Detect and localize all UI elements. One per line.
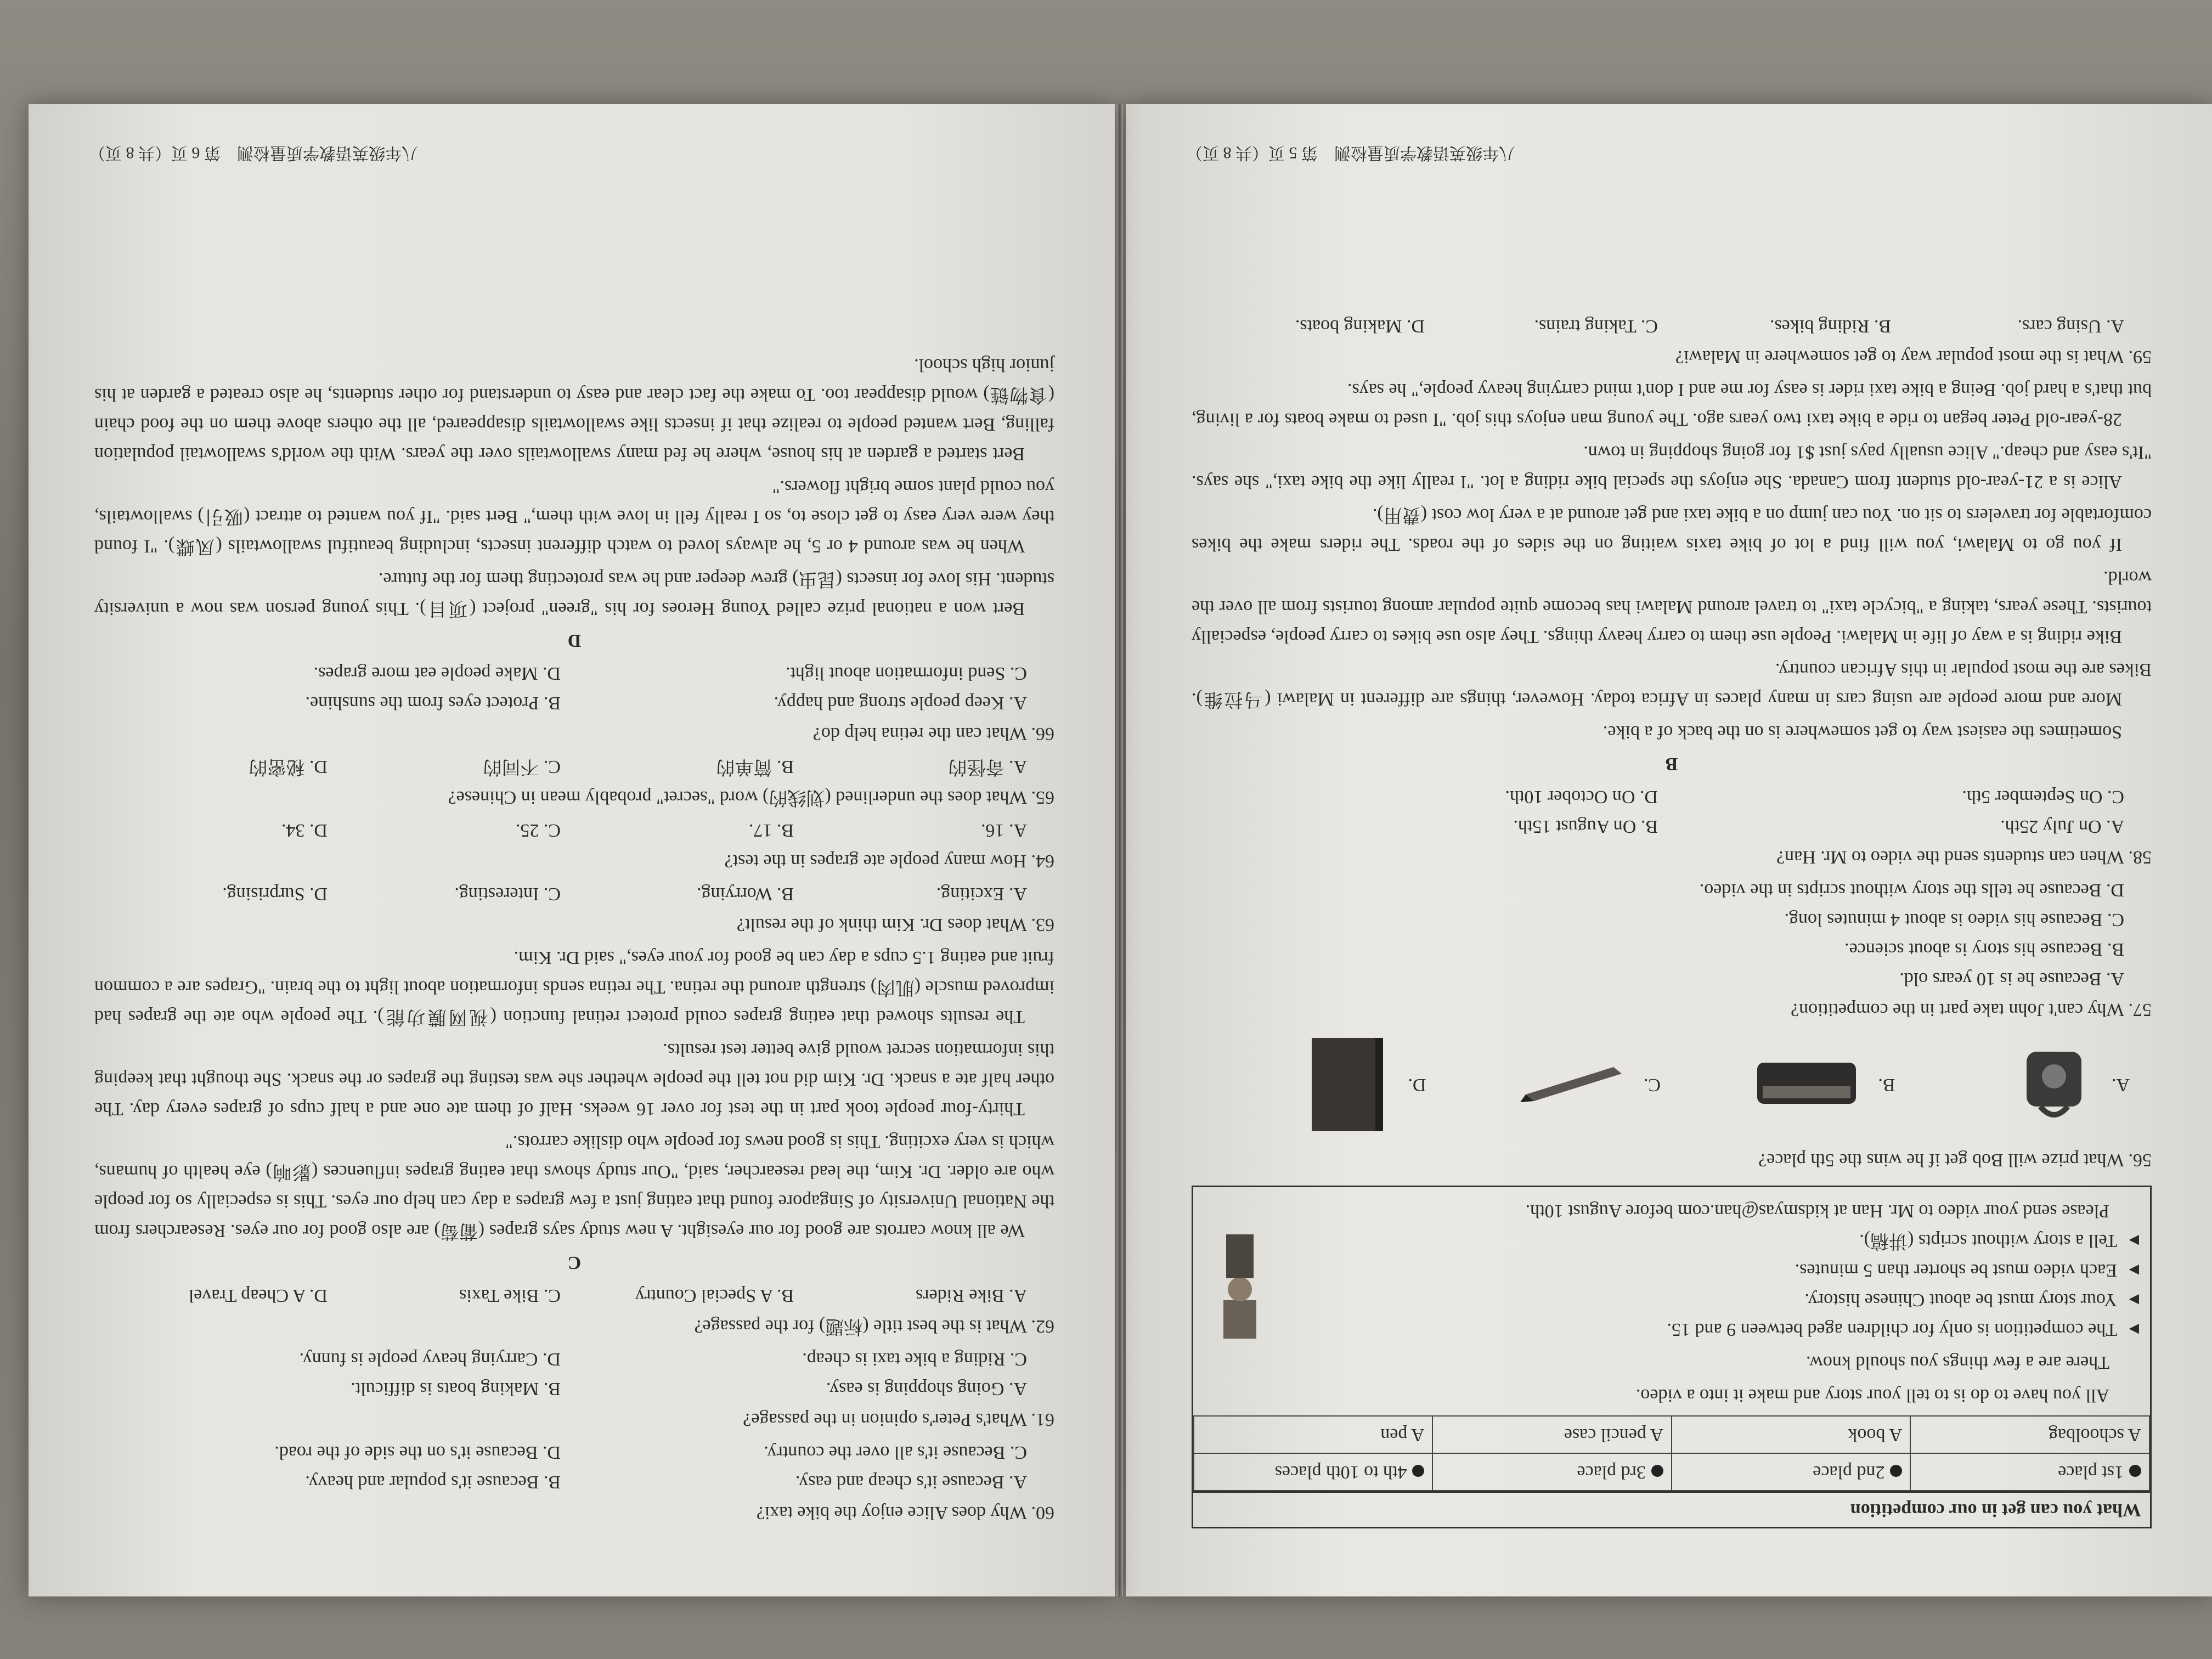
q65-stem: 65. What does the underlined (划线的) word "secret" probably mean in Chinese? <box>448 787 1054 808</box>
passage-c-paragraph: Thirty-four people took part in the test for over 16 weeks. Half of them ate one and a half cups of grapes every day. The other half ate a snack. Dr. Kim did not tell the people whether she was testing the grapes or the snack. She thought that keeping this information secret would give better test results. <box>94 1040 1054 1119</box>
pen-icon <box>1517 1063 1627 1107</box>
page-6 <box>29 104 1115 1596</box>
q63-options <box>94 879 1027 909</box>
q66-option: B. Protect eyes from the sunshine. <box>305 693 561 713</box>
prize-row-places <box>1194 1453 2149 1491</box>
passage-c-paragraph: The results showed that eating grapes could protect retinal function (视网膜功能). The people who ate the grapes had improved muscle (肌肉) strength around the retina. The retina sends information about light to the brain. "Grapes are a common fruit and eating 1.5 cups a day can be good for your eyes," said Dr. Kim. <box>94 947 1054 1027</box>
passage-d-paragraph: Bert started a garden at his house, where he fed many swallowtails over the years. With the world's swallowtail population falling, Bert wanted people to realize that if insects like swallowtails disappeared, all the others above them on the food chain (食物链) would disappear too. To make the fact clear and easy to understand for other students, he also created a garden at his junior high school. <box>94 355 1054 464</box>
prize-table <box>1193 1415 2150 1491</box>
page-5 <box>1126 104 2212 1596</box>
competition-box <box>1192 1186 2152 1528</box>
passage-d-paragraph: When he was around 4 or 5, he always loved to watch different insects, including beautiful swallowtails (凤蝶). "I found they were very easy to get close to, so I really fell in love with them," Bert said. "If you wanted to attract (吸引) swallowtails, you could plant some bright flowers." <box>94 477 1054 556</box>
bullet-icon <box>1413 1465 1425 1477</box>
q57-option: B. Because his story is about science. <box>1844 939 2124 960</box>
box-intro: All you have to do is to tell your story and make it into a video. <box>1635 1385 2109 1406</box>
passage-b-paragraph: Bike riding is a way of life in Malawi. People use them to carry heavy things. They also use bikes to carry people, especially tourists. These years, taking a "bicycle taxi" to travel around Malawi has become quite popular among tourists from all over the world. <box>1192 567 2152 647</box>
prize-place: 2nd place <box>1672 1453 1911 1491</box>
section-d-heading: D <box>567 630 582 651</box>
passage-d-paragraph: Bert won a national prize called Young Heroes for his "green" project (项目). This young person was now a university student. His love for insects (昆虫) grew deeper and he was protecting them for the future. <box>94 569 1054 619</box>
rule-item: ▶ Your story must be about Chinese history. <box>1204 1285 2139 1314</box>
hero-figure-image <box>1210 1229 1270 1344</box>
book-icon <box>1304 1032 1391 1137</box>
q63-option: C. Interesting. <box>454 884 561 904</box>
q60-stem: 60. Why does Alice enjoy the bike taxi? <box>756 1503 1054 1523</box>
q65-option: C. 不同的 <box>483 757 561 777</box>
q64-option: B. 17. <box>748 820 794 840</box>
box-know: There are a few things you should know. <box>1806 1352 2109 1373</box>
passage-b-paragraph: More and more people are using cars in many places in Africa today. However, things are different in Malawi (马拉维). Bikes are the most popular in this African country. <box>1192 659 2152 709</box>
rule-item: ▶ Each video must be shorter than 5 minutes. <box>1204 1255 2139 1285</box>
q58-stem: 58. When can students send the video to Mr. Han? <box>1776 847 2152 867</box>
passage-b-paragraph: Sometimes the easiest way to get somewhere is on the back of a bike. <box>1602 722 2122 742</box>
q58-options <box>1192 782 2124 841</box>
q59-option: C. Taking trains. <box>1534 316 1658 336</box>
q59-option: D. Making boats. <box>1295 316 1425 336</box>
q60-option: B. Because it's popular and heavy. <box>305 1472 561 1492</box>
q57-option: D. Because he tells the story without scripts in the video. <box>1699 880 2124 900</box>
q61-option: A. Going shopping is easy. <box>826 1379 1027 1399</box>
section-b-heading: B <box>1665 754 1678 774</box>
q56-option-d: D. <box>1192 1032 1426 1137</box>
q65-options <box>94 752 1027 781</box>
q63-option: B. Worrying. <box>696 884 794 904</box>
q66-options <box>94 658 1027 718</box>
q65-option: D. 秘密的 <box>249 757 328 777</box>
q58-option: C. On September 5th. <box>1962 787 2124 807</box>
q62-stem: 62. What is the best title (标题) for the passage? <box>694 1316 1054 1336</box>
q66-option: C. Send information about light. <box>785 663 1027 684</box>
q59-options <box>1192 311 2124 341</box>
q63-option: A. Exciting. <box>936 884 1027 904</box>
box-send: Please send your video to Mr. Han at kidsmyas@han.com before August 10th. <box>1525 1201 2109 1221</box>
prize-row-prizes <box>1194 1416 2149 1453</box>
q64-option: D. 34. <box>281 820 328 840</box>
bullet-icon <box>1891 1465 1903 1477</box>
prize-item: A pencil case <box>1433 1416 1672 1453</box>
q60-option: D. Because it's on the side of the road. <box>274 1442 561 1463</box>
q65-option: B. 简单的 <box>716 757 794 777</box>
q62-option: B. A Special Country <box>635 1285 794 1306</box>
page-5-content <box>1192 308 2152 1531</box>
q56-option-a: A. <box>1895 1043 2130 1126</box>
q62-option: A. Bike Riders <box>915 1285 1027 1306</box>
passage-b-paragraph: Alice is a 21-year-old student from Canada. She enjoys the special bike riding a lot. "I really like the bike taxi," she says. "It's easy and cheap." Alice usually pays just $1 for going shopping in town. <box>1192 442 2152 492</box>
passage-b-paragraph: If you go to Malawi, you will find a lot of bike taxis waiting on the sides of the roads. The riders make the bikes comfortable for travelers to sit on. You can jump on a bike taxi and get around at a very low cost (费用). <box>1192 505 2152 555</box>
rule-item: ▶ Tell a story without scripts (讲稿). <box>1204 1226 2139 1255</box>
section-c-heading: C <box>567 1252 582 1273</box>
page-5-footer: 八年级英语教学质量检测 第 5 页（共 8 页） <box>1186 144 1515 162</box>
q65-option: A. 奇怪的 <box>948 757 1027 777</box>
box-body <box>1193 1187 2150 1415</box>
q58-option: B. On August 15th. <box>1513 816 1658 837</box>
q59-option: B. Riding bikes. <box>1769 316 1891 336</box>
q64-option: A. 16. <box>980 820 1027 840</box>
q66-stem: 66. What can the retina help do? <box>812 724 1054 744</box>
q58-option: D. On October 10th. <box>1505 787 1658 807</box>
pencil-case-icon <box>1752 1052 1861 1118</box>
prize-item: A pen <box>1194 1416 1433 1453</box>
bullet-icon <box>1651 1465 1663 1477</box>
page-fold <box>1116 104 1123 1596</box>
q66-option: D. Make people eat more grapes. <box>313 663 561 684</box>
q64-option: C. 25. <box>515 820 561 840</box>
passage-b-paragraph: 28-year-old Peter began to ride a bike taxi two years ago. The young man enjoys this job. "I used to make boats for a living, but that's a hard job. Being a bike taxi rider is easy for me and I don't mind carrying heavy people," he says. <box>1192 380 2152 430</box>
box-title: What you can get in our competition <box>1193 1491 2150 1527</box>
q60-option: C. Because it's all over the country. <box>764 1442 1027 1463</box>
q56-pictures <box>1192 1030 2130 1139</box>
q56-stem: 56. What prize will Bob get if he wins the 5th place? <box>1758 1150 2152 1170</box>
q59-stem: 59. What is the most popular way to get somewhere in Malawi? <box>1675 347 2152 367</box>
prize-place: 1st place <box>1911 1453 2150 1491</box>
q63-option: D. Surprising. <box>222 884 328 904</box>
q59-option: A. Using cars. <box>2017 316 2124 336</box>
prize-item: A book <box>1672 1416 1911 1453</box>
passage-c-paragraph: We all know carrots are good for our eyesight. A new study says grapes (葡萄) are also good for our eyes. Researchers from the National University of Singapore found that eating just a few grapes a day can help our eyes. This is especially so for people who are older. Dr. Kim, the lead researcher, said, "Our study shows that eating grapes influences (影响) eye health of humans, which is very exciting. This is good news for people who dislike carrots." <box>94 1132 1054 1241</box>
q60-option: A. Because it's cheap and easy. <box>795 1472 1027 1492</box>
prize-place: 4th to 10th places <box>1194 1453 1433 1491</box>
q61-options <box>94 1344 1027 1403</box>
q62-option: C. Bike Taxis <box>459 1285 561 1306</box>
q64-options <box>94 815 1027 845</box>
bullet-icon <box>2129 1465 2141 1477</box>
q58-option: A. On July 25th. <box>2000 816 2124 837</box>
q62-options <box>94 1280 1027 1310</box>
q57-stem: 57. Why can't John take part in the competition? <box>1791 1000 2152 1020</box>
q57-options <box>1192 875 2124 994</box>
schoolbag-icon <box>2013 1043 2095 1126</box>
exam-booklet <box>0 104 2212 1596</box>
q61-option: D. Carrying heavy people is funny. <box>299 1349 561 1369</box>
q60-options <box>94 1437 1027 1497</box>
prize-place: 3rd place <box>1433 1453 1672 1491</box>
q56-option-c: C. <box>1426 1063 1661 1107</box>
q64-stem: 64. How many people ate grapes in the test? <box>724 851 1054 871</box>
q61-stem: 61. What's Peter's opinion in the passage? <box>743 1409 1054 1430</box>
q66-option: A. Keep people strong and happy. <box>774 693 1027 713</box>
rule-item: ▶ The competition is only for children aged between 9 and 15. <box>1204 1314 2139 1344</box>
prize-item: A schoolbag <box>1911 1416 2150 1453</box>
q61-option: B. Making boats is difficult. <box>351 1379 561 1399</box>
q57-option: A. Because he is 10 years old. <box>1899 969 2124 989</box>
q56-option-b: B. <box>1661 1052 1895 1118</box>
page-6-content <box>94 347 1054 1531</box>
page-6-footer: 八年级英语教学质量检测 第 6 页（共 8 页） <box>89 144 418 162</box>
q62-option: D. A Cheap Travel <box>188 1285 328 1306</box>
q61-option: C. Riding a bike taxi is cheap. <box>802 1349 1027 1369</box>
q57-option: C. Because his video is about 4 minutes long. <box>1784 910 2124 930</box>
q63-stem: 63. What does Dr. Kim think of the result? <box>736 915 1054 935</box>
